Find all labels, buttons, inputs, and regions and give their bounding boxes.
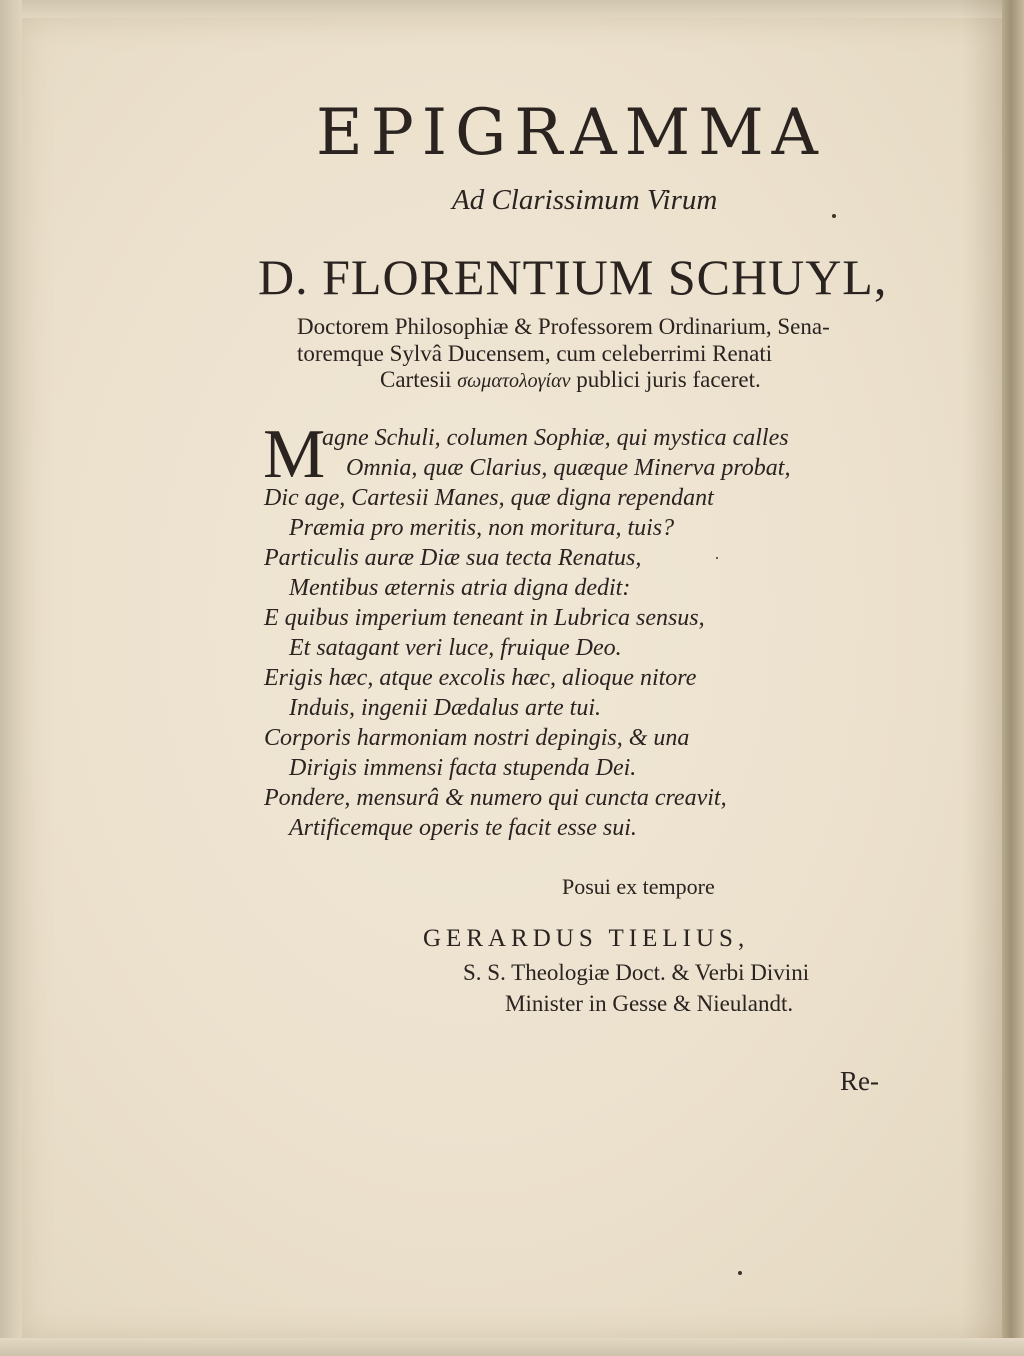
verse-line: Induis, ingenii Dædalus arte tui. xyxy=(289,695,601,721)
book-spine xyxy=(1002,0,1024,1356)
scan-border-left xyxy=(0,0,22,1356)
verse-line: Mentibus æternis atria digna dedit: xyxy=(289,575,631,601)
scan-border-top xyxy=(0,0,1024,20)
verse-line: Particulis auræ Diæ sua tecta Renatus, xyxy=(264,545,642,571)
gutter-shadow xyxy=(962,0,1002,1356)
description-line-3 xyxy=(380,367,761,393)
verse-line: Corporis harmoniam nostri depingis, & una xyxy=(264,725,690,751)
page-title: EPIGRAMMA xyxy=(316,96,826,170)
dedication-line: Ad Clarissimum Virum xyxy=(452,184,718,216)
scan-border-bottom xyxy=(0,1338,1024,1356)
greek-word: σωματολογίαν xyxy=(457,370,571,392)
description-line-1: Doctorem Philosophiæ & Professorem Ordinarium, Sena- xyxy=(297,314,830,339)
drop-cap: M xyxy=(263,416,326,493)
ink-speck xyxy=(716,557,718,559)
catchword: Re- xyxy=(840,1066,879,1096)
verse-line: Erigis hæc, atque excolis hæc, alioque nitore xyxy=(264,665,697,691)
description-tail: publici juris faceret. xyxy=(576,367,761,392)
dedicatee-name: D. FLORENTIUM SCHUYL, xyxy=(258,249,888,305)
verse-line: Præmia pro meritis, non moritura, tuis? xyxy=(289,515,675,541)
verse-line: Artificemque operis te facit esse sui. xyxy=(289,815,637,841)
verse-line: Et satagant veri luce, fruique Deo. xyxy=(289,635,622,661)
verse-line: E quibus imperium teneant in Lubrica sensus, xyxy=(264,605,705,631)
verse-line: Dic age, Cartesii Manes, quæ digna rependant xyxy=(264,485,714,511)
posui-line: Posui ex tempore xyxy=(562,874,715,899)
author-credentials-2: Minister in Gesse & Nieulandt. xyxy=(505,991,794,1016)
description-cartesii: Cartesii xyxy=(380,367,452,392)
ink-speck xyxy=(832,214,836,218)
author-credentials-1: S. S. Theologiæ Doct. & Verbi Divini xyxy=(463,960,810,985)
ink-speck xyxy=(738,1271,742,1275)
author-name: GERARDUS TIELIUS, xyxy=(423,925,750,952)
verse-line: Pondere, mensurâ & numero qui cuncta creavit, xyxy=(264,785,727,811)
verse-line: Dirigis immensi facta stupenda Dei. xyxy=(289,755,637,781)
verse-line: agne Schuli, columen Sophiæ, qui mystica calles xyxy=(322,425,789,451)
verse-line: Omnia, quæ Clarius, quæque Minerva probat, xyxy=(346,455,791,481)
description-line-2: toremque Sylvâ Ducensem, cum celeberrimi Renati xyxy=(297,341,773,366)
